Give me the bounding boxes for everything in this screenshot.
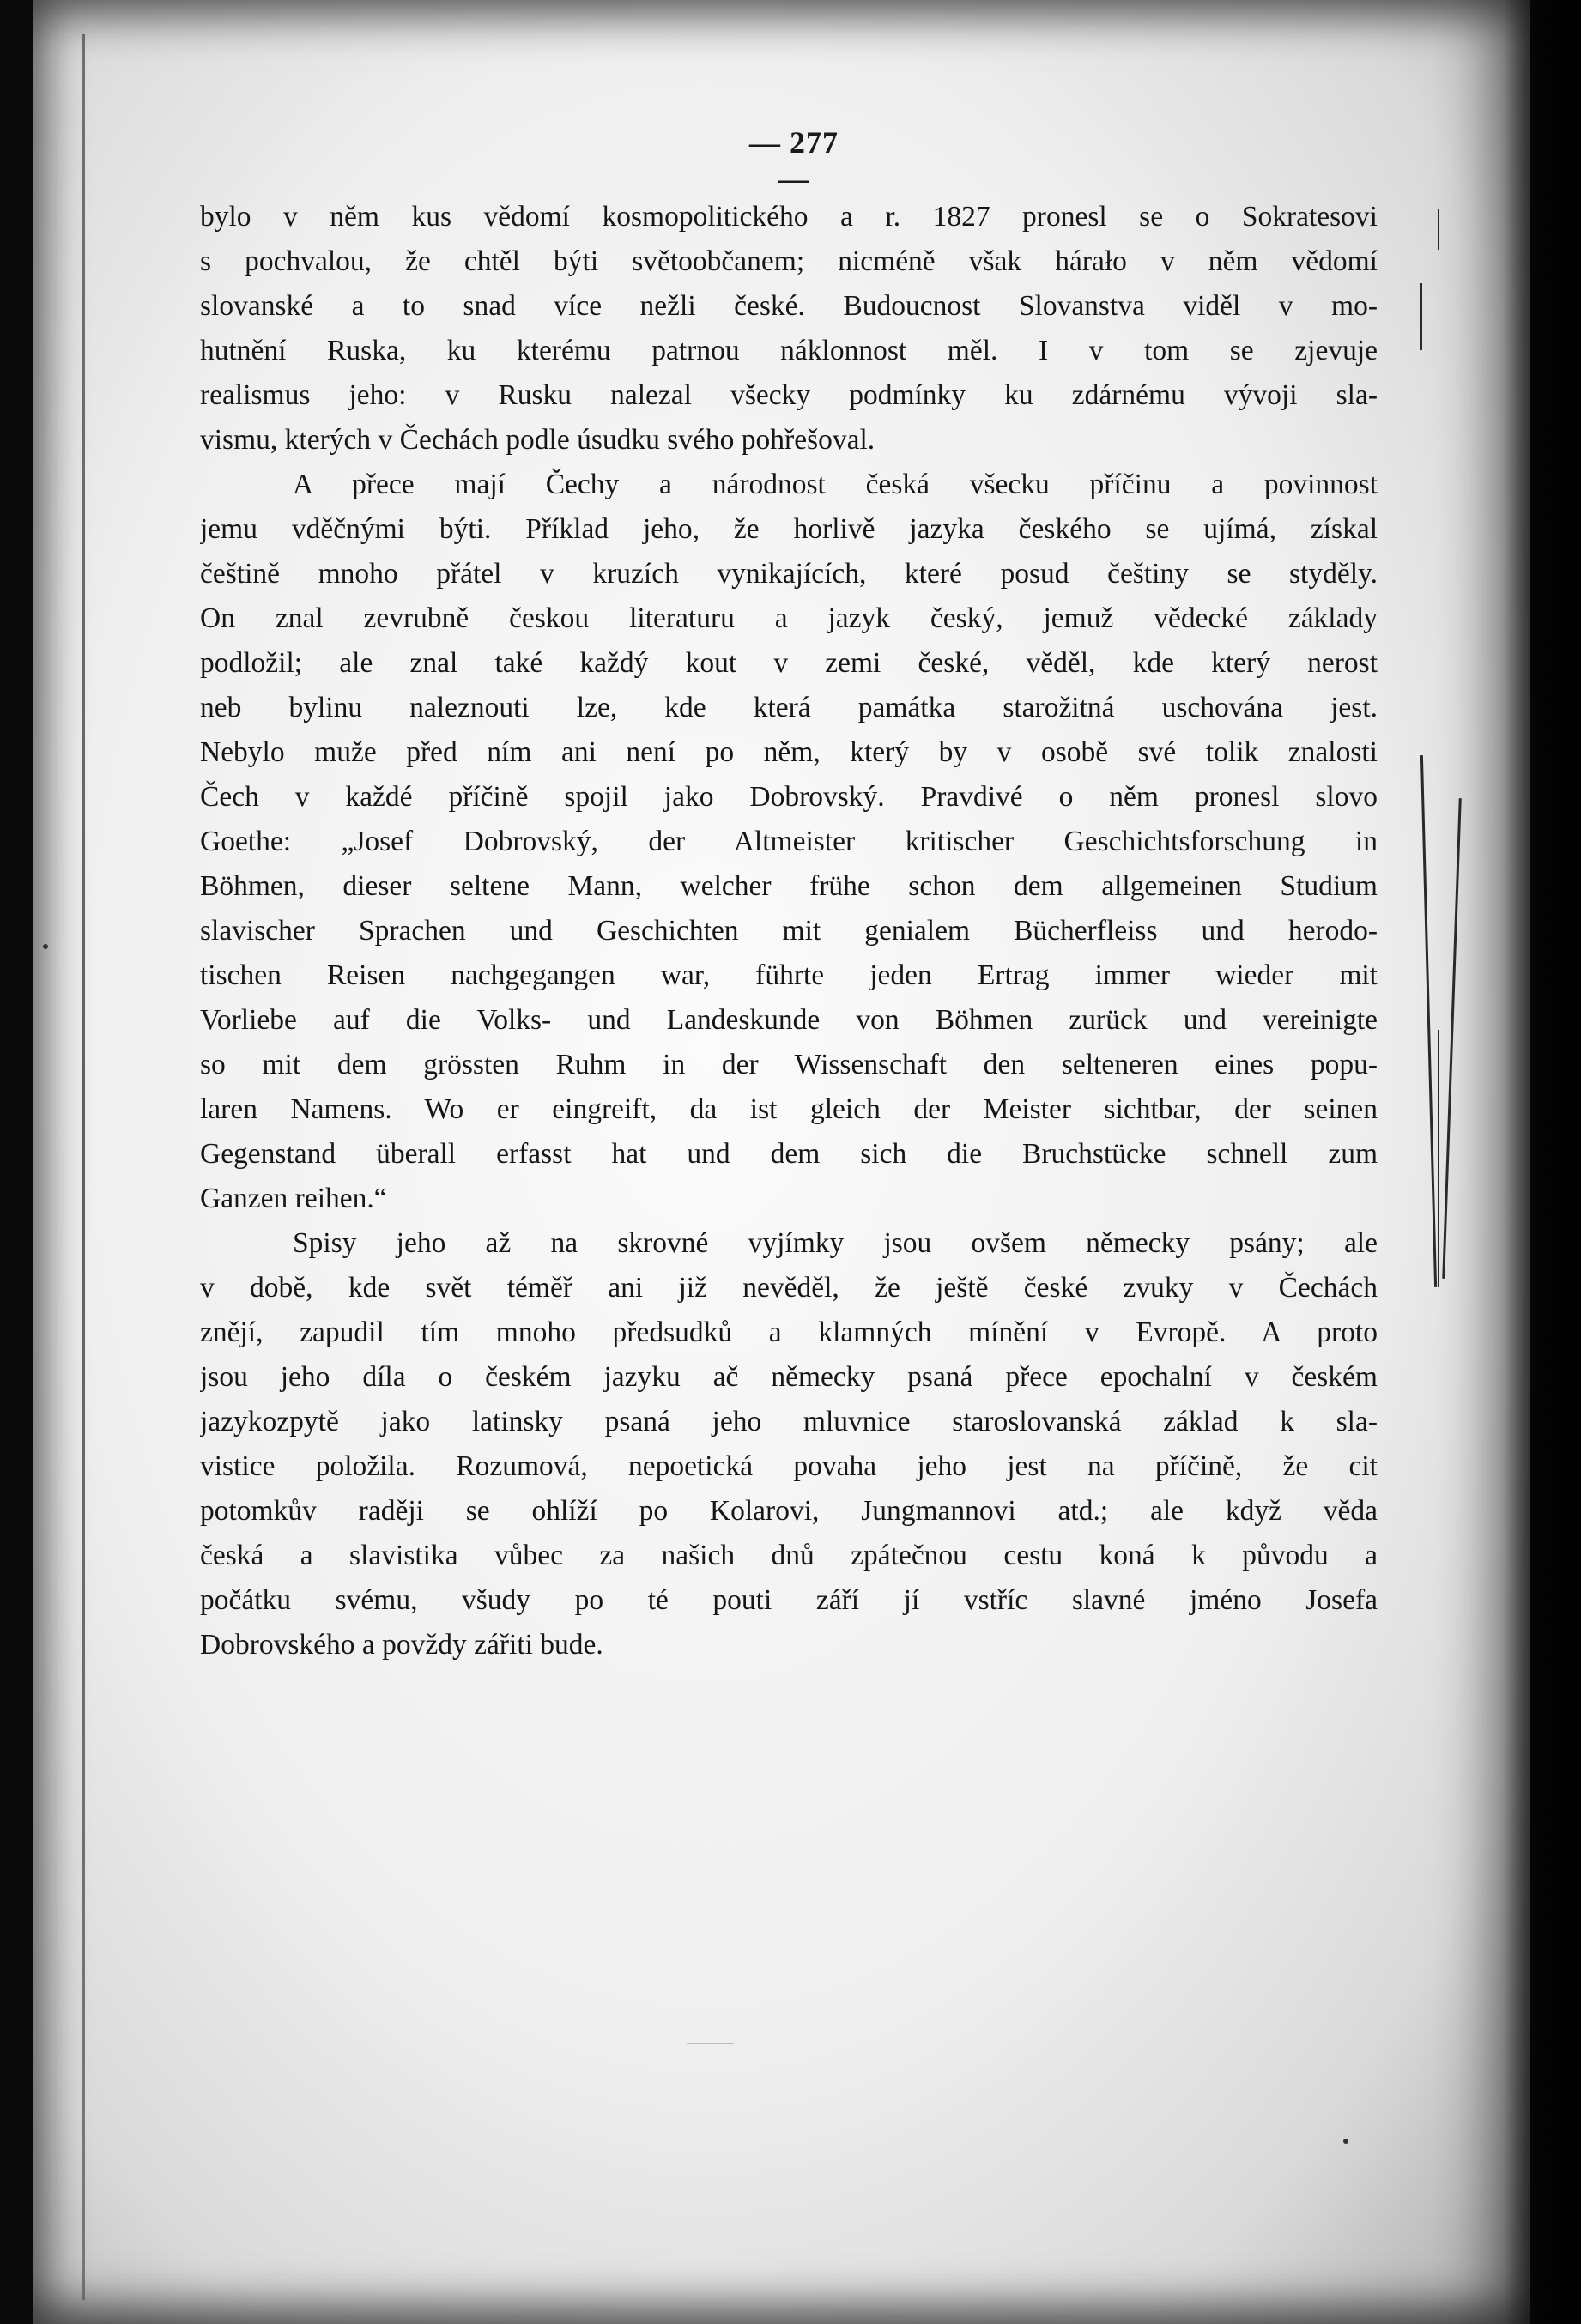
- text-line: podložil; ale znal také každý kout v zemi české, věděl, kde který nerost: [200, 647, 1378, 679]
- body-text: [200, 195, 1378, 1667]
- text-line: česká a slavistika vůbec za našich dnů zpátečnou cestu koná k původu a: [200, 1540, 1378, 1571]
- text-line: laren Namens. Wo er eingreift, da ist gleich der Meister sichtbar, der seinen: [200, 1093, 1378, 1125]
- text-line: slovanské a to snad více nežli české. Budoucnost Slovanstva viděl v mo-: [200, 290, 1378, 322]
- text-line: vismu, kterých v Čechách podle úsudku svého pohřešoval.: [200, 424, 875, 456]
- paragraph-1: [200, 195, 1378, 463]
- text-line: Vorliebe auf die Volks- und Landeskunde von Böhmen zurück und vereinigte: [200, 1004, 1378, 1036]
- text-line: bylo v něm kus vědomí kosmopolitického a r. 1827 pronesl se o Sokratesovi: [200, 201, 1378, 233]
- text-line: Ganzen reihen.“: [200, 1183, 387, 1214]
- stray-mark: [687, 2043, 734, 2044]
- text-line: Spisy jeho až na skrovné vyjímky jsou ovšem německy psány; ale: [293, 1227, 1378, 1259]
- paragraph-3: [200, 1221, 1378, 1667]
- text-line: Čech v každé příčině spojil jako Dobrovský. Pravdivé o něm pronesl slovo: [200, 781, 1378, 813]
- margin-mark: [1438, 209, 1439, 250]
- margin-mark: [1420, 283, 1422, 350]
- text-line: v době, kde svět téměř ani již nevěděl, že ještě české zvuky v Čechách: [200, 1272, 1378, 1304]
- text-line: potomkův raději se ohlíží po Kolarovi, Jungmannovi atd.; ale když věda: [200, 1495, 1378, 1527]
- text-line: On znal zevrubně českou literaturu a jazyk český, jemuž vědecké základy: [200, 602, 1378, 634]
- text-line: vistice položila. Rozumová, nepoetická povaha jeho jest na příčině, že cit: [200, 1450, 1378, 1482]
- text-line: jemu vděčnými býti. Příklad jeho, že horlivě jazyka českého se ujímá, získal: [200, 513, 1378, 545]
- text-line: Gegenstand überall erfasst hat und dem sich die Bruchstücke schnell zum: [200, 1138, 1378, 1170]
- dust-speck: [1343, 2139, 1348, 2144]
- text-line: jazykozpytě jako latinsky psaná jeho mluvnice staroslovanská základ k sla-: [200, 1406, 1378, 1437]
- text-line: s pochvalou, že chtěl býti světoobčanem; nicméně však hárało v něm vědomí: [200, 245, 1378, 277]
- binding-shadow: [1504, 0, 1581, 2324]
- text-line: hutnění Ruska, ku kterému patrnou náklonnost měl. I v tom se zjevuje: [200, 335, 1378, 366]
- text-line: realismus jeho: v Rusku nalezal všecky podmínky ku zdárnému vývoji sla-: [200, 379, 1378, 411]
- text-line: Goethe: „Josef Dobrovský, der Altmeister kritischer Geschichtsforschung in: [200, 826, 1378, 857]
- text-line: so mit dem grössten Ruhm in der Wissenschaft den selteneren eines popu-: [200, 1049, 1378, 1080]
- text-line: znějí, zapudil tím mnoho předsudků a klamných mínění v Evropě. A proto: [200, 1316, 1378, 1348]
- text-line: Dobrovského a povždy zářiti bude.: [200, 1629, 603, 1661]
- text-line: Nebylo muže před ním ani není po něm, který by v osobě své tolik znalosti: [200, 736, 1378, 768]
- text-line: neb bylinu naleznouti lze, kde která památka starožitná uschována jest.: [200, 692, 1378, 723]
- page-number: — 277 —: [749, 125, 839, 196]
- margin-mark: [1438, 1030, 1439, 1287]
- paragraph-2: [200, 463, 1378, 1221]
- text-line: slavischer Sprachen und Geschichten mit genialem Bücherfleiss und herodo-: [200, 915, 1378, 947]
- text-line: Böhmen, dieser seltene Mann, welcher frühe schon dem allgemeinen Studium: [200, 870, 1378, 902]
- text-line: A přece mají Čechy a národnost česká všecku příčinu a povinnost: [293, 469, 1378, 500]
- text-line: počátku svému, všudy po té pouti září jí vstříc slavné jméno Josefa: [200, 1584, 1378, 1616]
- text-line: jsou jeho díla o českém jazyku ač německy psaná přece epochalní v českém: [200, 1361, 1378, 1393]
- text-line: tischen Reisen nachgegangen war, führte jeden Ertrag immer wieder mit: [200, 959, 1378, 991]
- dust-speck: [43, 944, 48, 949]
- text-line: češtině mnoho přátel v kruzích vynikajících, které posud češtiny se styděly.: [200, 558, 1378, 590]
- page-edge-line: [82, 34, 85, 2300]
